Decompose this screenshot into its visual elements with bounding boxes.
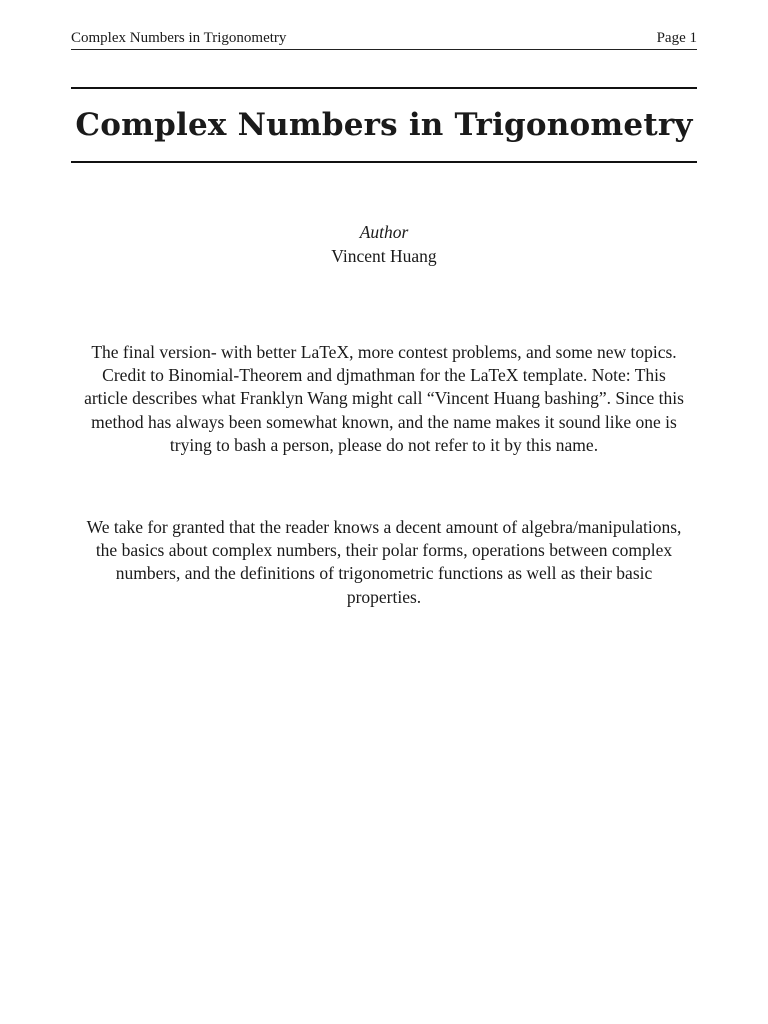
title-block: [71, 87, 697, 163]
document-title: Complex Numbers in Trigonometry: [75, 107, 693, 143]
author-label: Author: [359, 222, 409, 242]
page-number: Page 1: [656, 30, 697, 46]
running-header: [71, 27, 697, 50]
intro-paragraph: The final version- with better LaTeX, more contest problems, and some new topics. Credit to Binomial-Theorem and djmathman for the LaTeX template. Note: This article describes what Franklyn Wang might call “Vincent Huang bashing”. Since this method has always been somewhat known, and the name makes it sound like one is trying to bash a person, please do not refer to it by this name.: [84, 342, 684, 455]
author-block: [71, 220, 697, 268]
prerequisites-paragraph: We take for granted that the reader knows a decent amount of algebra/manipulations, the basics about complex numbers, their polar forms, operations between complex numbers, and the definitions of trigonometric functions as well as their basic properties.: [86, 517, 682, 607]
author-name: Vincent Huang: [331, 246, 437, 266]
running-title: Complex Numbers in Trigonometry: [71, 30, 287, 46]
